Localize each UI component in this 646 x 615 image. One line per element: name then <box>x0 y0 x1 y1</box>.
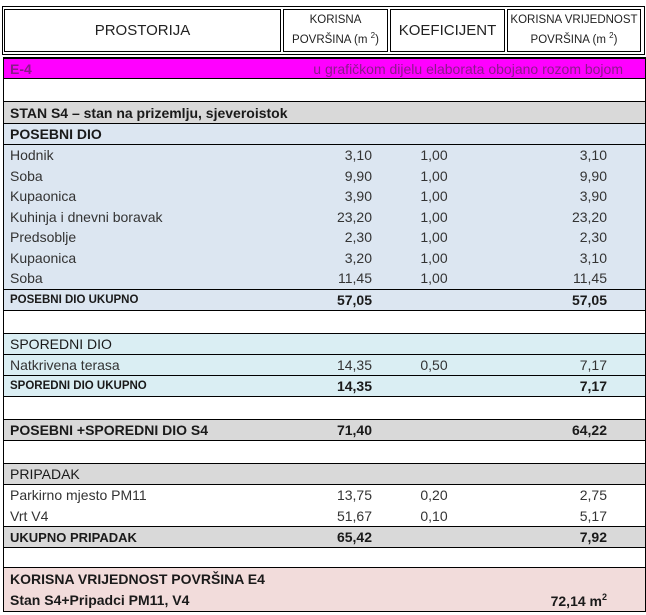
posebni-rows <box>4 145 645 289</box>
header-col4-line2: POVRŠINA (m <box>530 34 606 46</box>
item-area: 13,75 <box>336 487 372 504</box>
pripadak-total-area: 65,42 <box>336 529 372 545</box>
posebni-item-row <box>4 166 645 187</box>
item-name: Kuhinja i dnevni boravak <box>10 208 163 225</box>
item-name: Kupaonica <box>10 249 77 266</box>
posebni-item-row <box>4 207 645 228</box>
item-area: 9,90 <box>344 167 372 184</box>
sporedni-item-row <box>4 355 645 376</box>
header-korisna-vrijednost <box>507 9 641 52</box>
item-area: 3,10 <box>344 147 372 164</box>
item-coefficient: 1,00 <box>420 249 448 266</box>
header-korisna-povrsina <box>283 9 388 52</box>
item-name: Kupaonica <box>10 188 77 205</box>
area-table <box>3 57 646 612</box>
item-value: 9,90 <box>579 167 607 184</box>
final-line2 <box>4 590 645 611</box>
apartment-title: STAN S4 – stan na prizemlju, sjeveroistok <box>10 104 288 121</box>
item-coefficient: 1,00 <box>420 188 448 205</box>
item-value: 3,10 <box>579 249 607 266</box>
final-subtitle: Stan S4+Pripadci PM11, V4 <box>10 592 190 608</box>
final-summary <box>4 567 645 612</box>
posebni-total-value: 57,05 <box>571 291 607 308</box>
header-col4-sup: 2 <box>609 31 614 40</box>
item-coefficient: 1,00 <box>420 270 448 287</box>
header-koeficijent-label: KOEFICIJENT <box>398 22 497 39</box>
header-prostorija-label: PROSTORIJA <box>94 22 191 39</box>
item-name: Natkrivena terasa <box>10 356 120 373</box>
item-coefficient: 0,50 <box>420 356 448 373</box>
item-area: 3,90 <box>344 188 372 205</box>
spacer-row <box>4 441 645 463</box>
pripadak-total-value: 7,92 <box>579 529 607 545</box>
item-name: Predsoblje <box>10 229 77 246</box>
combined-row <box>4 419 645 441</box>
header-col2-line2: POVRŠINA (m <box>292 34 368 46</box>
posebni-item-row <box>4 186 645 207</box>
item-name: Parkirno mjesto PM11 <box>10 487 147 504</box>
final-value-sup: 2 <box>601 591 607 602</box>
item-area: 14,35 <box>336 356 372 373</box>
sporedni-total-area: 14,35 <box>336 378 372 394</box>
unit-note: u grafičkom dijelu elaborata obojano rozom bojom <box>313 60 623 77</box>
pripadak-title-row <box>4 463 645 485</box>
final-title: KORISNA VRIJEDNOST POVRŠINA E4 <box>10 571 265 587</box>
posebni-title-row <box>4 123 645 145</box>
posebni-title: POSEBNI DIO <box>10 126 102 142</box>
header-col2-line1: KORISNA <box>309 14 362 26</box>
sporedni-total-value: 7,17 <box>579 378 607 394</box>
item-value: 2,75 <box>579 487 607 504</box>
item-coefficient: 0,10 <box>420 507 448 524</box>
apartment-title-row <box>4 101 645 123</box>
combined-label: POSEBNI +SPOREDNI DIO S4 <box>10 422 208 438</box>
spacer-row <box>4 311 645 333</box>
item-coefficient: 1,00 <box>420 208 448 225</box>
item-coefficient: 1,00 <box>420 229 448 246</box>
item-value: 11,45 <box>573 270 607 287</box>
header-col4-line1: KORISNA VRIJEDNOST <box>510 14 638 26</box>
posebni-total-row <box>4 289 645 311</box>
item-area: 51,67 <box>336 507 372 524</box>
combined-value: 64,22 <box>571 422 607 438</box>
item-coefficient: 1,00 <box>420 147 448 164</box>
item-name: Vrt V4 <box>10 507 49 524</box>
spacer-row <box>4 548 645 567</box>
pripadak-item-row <box>4 506 645 527</box>
spacer-row <box>4 397 645 419</box>
pripadak-title: PRIPADAK <box>10 466 80 482</box>
table-header <box>2 6 645 55</box>
item-area: 11,45 <box>338 270 372 287</box>
item-value: 23,20 <box>571 208 607 225</box>
item-name: Soba <box>10 270 43 287</box>
header-prostorija <box>4 9 281 52</box>
pripadak-rows <box>4 485 645 526</box>
item-value: 3,10 <box>579 147 607 164</box>
sporedni-total-label: SPOREDNI DIO UKUPNO <box>10 380 147 392</box>
posebni-total-label: POSEBNI DIO UKUPNO <box>10 293 139 306</box>
item-name: Hodnik <box>10 147 54 164</box>
posebni-item-row <box>4 248 645 269</box>
sporedni-rows <box>4 355 645 376</box>
header-koeficijent <box>390 9 505 52</box>
item-value: 2,30 <box>579 229 607 246</box>
header-col4-paren: ) <box>613 34 618 46</box>
item-coefficient: 0,20 <box>420 487 448 504</box>
sporedni-title-row <box>4 333 645 355</box>
item-value: 7,17 <box>579 356 607 373</box>
item-name: Soba <box>10 167 43 184</box>
header-col2-sup: 2 <box>370 31 376 40</box>
posebni-item-row <box>4 227 645 248</box>
sporedni-total-row <box>4 375 645 397</box>
item-area: 2,30 <box>344 229 372 246</box>
item-area: 23,20 <box>336 208 372 225</box>
final-line1 <box>4 569 645 590</box>
pripadak-item-row <box>4 485 645 506</box>
final-value <box>404 592 645 609</box>
item-coefficient: 1,00 <box>420 167 448 184</box>
spacer-row <box>4 79 645 101</box>
posebni-total-area: 57,05 <box>336 291 372 308</box>
unit-label: E-4 <box>10 60 32 77</box>
item-value: 3,90 <box>579 188 607 205</box>
posebni-item-row <box>4 268 645 289</box>
final-value-number: 72,14 m <box>550 592 602 609</box>
item-value: 5,17 <box>579 507 607 524</box>
sporedni-title: SPOREDNI DIO <box>10 335 112 352</box>
combined-area: 71,40 <box>336 422 372 438</box>
posebni-item-row <box>4 145 645 166</box>
header-col2-paren: ) <box>375 34 379 46</box>
pripadak-total-row <box>4 526 645 548</box>
pripadak-total-label: UKUPNO PRIPADAK <box>10 529 137 545</box>
unit-row <box>4 57 645 79</box>
item-area: 3,20 <box>344 249 372 266</box>
